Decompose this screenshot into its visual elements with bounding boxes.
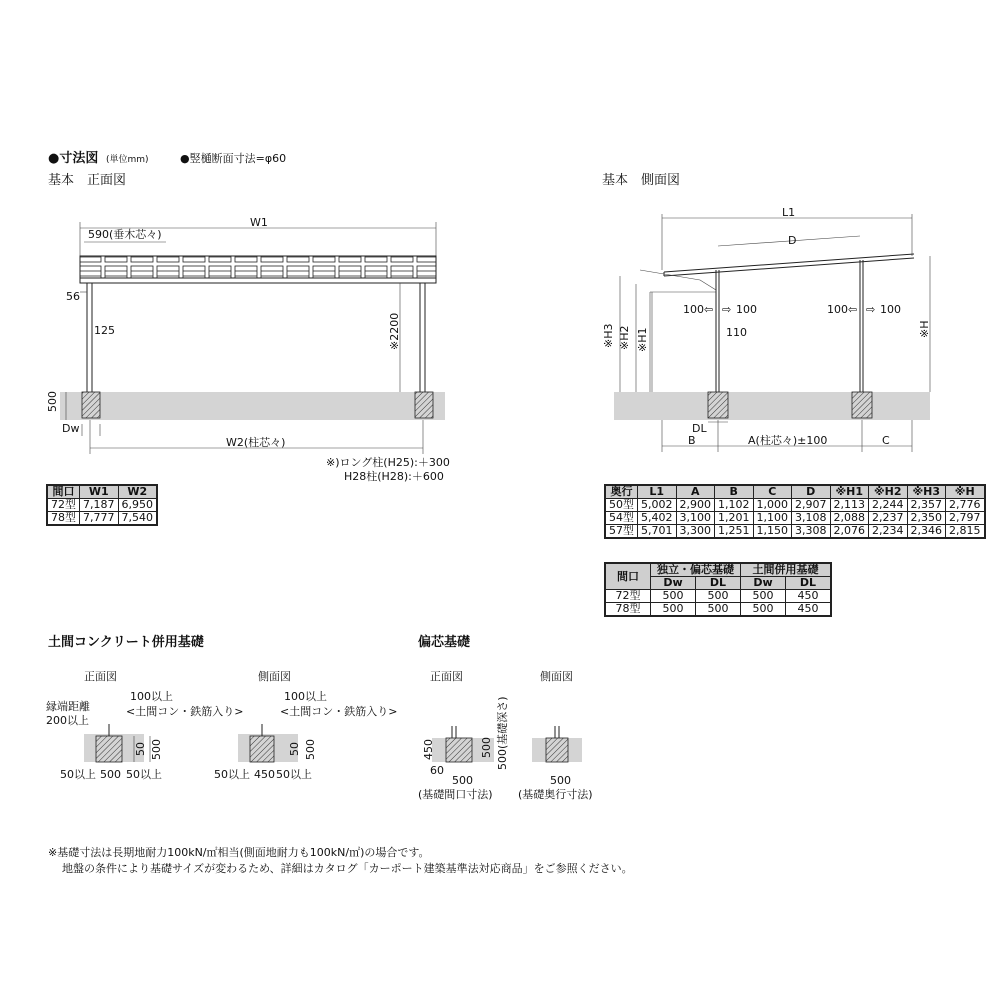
table-row: 78型 7,777 7,540 [47,512,157,526]
dim-110: 110 [726,326,747,339]
b3-label: 50以上 [126,768,162,781]
table-row: 57型 5,701 3,300 1,251 1,150 3,308 2,076 2,234 2,346 2,815 [605,525,985,539]
rafter-spacing-label: 590(垂木芯々) [88,228,162,241]
a-label: A(柱芯々)±100 [748,434,828,447]
eccentric-foundation-diagram [418,696,593,801]
long-post-note: ※)ロング柱(H25):＋300 [326,456,450,469]
d-label: D [788,234,797,247]
h2-label: ※H2 [618,325,631,350]
v60-label: 60 [430,764,444,777]
over100-label: 100以上 [130,690,173,703]
l1-label: L1 [782,206,796,219]
table-row: 78型 500 500 500 450 [605,603,831,617]
v500b-label: 500 [304,739,317,760]
depth-table [604,484,986,539]
h-label: ※H [918,320,931,338]
post-note: ●竪樋断面寸法=φ60 [180,152,287,165]
concrete-foundation-diagram [46,689,397,781]
offset-left-2: 100 [827,303,848,316]
v500-label: 500 [150,739,163,760]
dl-label: DL [692,422,707,435]
dim-500: 500 [46,391,59,412]
b2-label: 500 [100,768,121,781]
edge-distance-value: 200以上 [46,714,89,727]
svg-text:⇦: ⇦ [848,303,858,316]
v50b-label: 50 [288,742,301,756]
dim-125: 125 [94,324,115,337]
v500-ecc-label: 500 [480,737,493,758]
eccentric-front-label: 正面図 [430,670,463,683]
foundation-table-header: 間口 独立・偏芯基礎 土間併用基礎 [605,563,831,577]
concrete-front-label: 正面図 [84,670,117,683]
eccentric-foundation-title: 偏芯基礎 [418,635,471,650]
dim-2200: ※2200 [388,312,401,350]
v450-label: 450 [422,739,435,760]
w2-label: W2(柱芯々) [226,436,286,449]
footnote-line1: ※基礎寸法は長期地耐力100kN/㎡相当(側面地耐力も100kN/㎡)の場合です。 [48,846,430,859]
offset-right-2: 100 [880,303,901,316]
offset-left-1: 100 [683,303,704,316]
over100b-label: 100以上 [284,690,327,703]
b4-label: 50以上 [214,768,250,781]
v50-label: 50 [134,742,147,756]
width-table-header: 間口 W1 W2 [47,485,157,499]
depth-table-header: 奥行 L1 A B C D ※H1 ※H2 ※H3 ※H [605,485,985,499]
h28-post-note: H28柱(H28):＋600 [344,470,444,483]
w1-label: W1 [250,216,268,229]
b6-label: 50以上 [276,768,312,781]
svg-text:⇨: ⇨ [866,303,876,316]
offset-right-1: 100 [736,303,757,316]
b5-label: 450 [254,768,275,781]
b1-label: 50以上 [60,768,96,781]
w500b-label: 500 [550,774,571,787]
w500-label: 500 [452,774,473,787]
edge-distance-label: 縁端距離 [46,700,90,713]
b-label: B [688,434,696,447]
table-row: 54型 5,402 3,100 1,201 1,100 3,108 2,088 2,237 2,350 2,797 [605,512,985,525]
unit-label: (単位mm) [106,155,149,165]
c-label: C [882,434,890,447]
svg-text:⇨: ⇨ [722,303,732,316]
dim-dw: Dw [62,422,80,435]
front-view-title: 基本 正面図 [48,173,127,188]
dim-56: 56 [66,290,80,303]
h3-label: ※H3 [602,323,615,348]
svg-text:⇦: ⇦ [704,303,714,316]
caption-depth: (基礎奥行寸法) [518,788,593,801]
depth-label: 500(基礎深さ) [496,696,509,770]
h1-label: ※H1 [636,327,649,352]
table-row: 72型 500 500 500 450 [605,590,831,603]
table-row: 72型 7,187 6,950 [47,499,157,512]
rebar-label: <土間コン・鉄筋入り> [126,705,244,718]
foundation-table: 間口 独立・偏芯基礎 土間併用基礎 Dw DL Dw DL 72型 500 500 500 450 78型 500 500 500 450 [604,562,832,617]
front-view-diagram [46,216,450,483]
footnote-line2: 地盤の条件により基礎サイズが変わるため、詳細はカタログ「カーポート建築基準法対応商品」をご参照ください。 [62,862,633,875]
concrete-side-label: 側面図 [258,670,291,683]
caption-width: (基礎間口寸法) [418,788,493,801]
width-table [46,484,158,526]
table-row: 50型 5,002 2,900 1,102 1,000 2,907 2,113 2,244 2,357 2,776 [605,499,985,512]
section-title: ●寸法図 [48,151,99,166]
side-view-diagram [602,206,931,452]
concrete-foundation-title: 土間コンクリート併用基礎 [48,635,204,650]
eccentric-side-label: 側面図 [540,670,573,683]
rebar2-label: <土間コン・鉄筋入り> [280,705,398,718]
side-view-title: 基本 側面図 [602,173,681,188]
